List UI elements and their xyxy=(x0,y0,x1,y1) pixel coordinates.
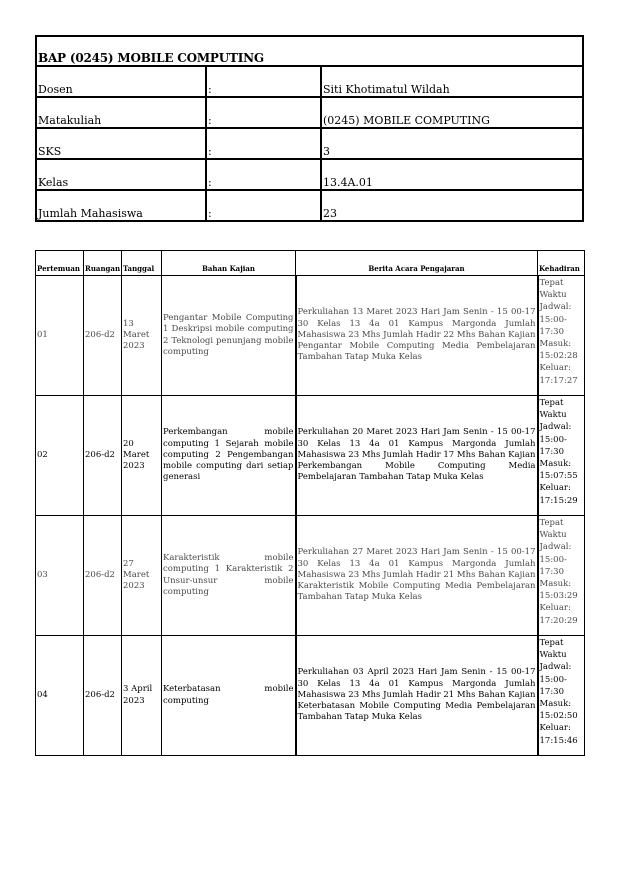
pertemuan-cell: 04 xyxy=(36,636,84,756)
kehadiran-line: Masuk: xyxy=(539,699,572,710)
berita-acara-cell: Perkuliahan 20 Maret 2023 Hari Jam Senin - 15 00-17 30 Kelas 13 4a 01 Kampus Margonda Jumlah Mahasiswa 23 Mhs Jumlah Hadir 17 Mhs Bahan Kajian Perkembangan Mobile Computing Media Pembelajaran Tambahan Tatap Muka Kelas xyxy=(296,396,538,516)
info-value: (0245) MOBILE COMPUTING xyxy=(321,97,583,128)
tanggal-line: 2023 xyxy=(123,581,145,592)
info-row-kelas xyxy=(36,159,583,190)
kehadiran-line: Tepat xyxy=(539,518,564,528)
bahan-kajian-cell: Perkembangan mobile computing 1 Sejarah mobile computing 2 Pengembangan mobile computing dari setiap generasi xyxy=(162,396,296,516)
kehadiran-line: 15:00- xyxy=(539,554,567,565)
tanggal-line: 13 xyxy=(123,318,134,329)
kehadiran-cell xyxy=(538,636,585,756)
kehadiran-line: Jadwal: xyxy=(539,542,572,553)
kehadiran-line: Jadwal: xyxy=(539,422,572,433)
info-separator: : xyxy=(206,159,321,190)
kehadiran-line: Keluar: xyxy=(539,363,571,374)
col-header-kehadiran: Kehadiran xyxy=(538,251,585,276)
info-row-sks xyxy=(36,128,583,159)
info-separator: : xyxy=(206,190,321,221)
tanggal-line: Maret xyxy=(123,449,150,460)
kehadiran-line: 15:00- xyxy=(539,434,567,445)
info-row-matakuliah xyxy=(36,97,583,128)
kehadiran-line: Keluar: xyxy=(539,603,571,614)
kehadiran-line: Masuk: xyxy=(539,579,572,590)
tanggal-cell xyxy=(122,396,162,516)
kehadiran-line: Waktu xyxy=(539,290,567,301)
bahan-kajian-cell: Karakteristik mobile computing 1 Karakteristik 2 Unsur-unsur mobile computing xyxy=(162,516,296,636)
kehadiran-line: Waktu xyxy=(539,650,567,661)
kehadiran-line: 17:15:29 xyxy=(539,495,578,506)
info-row-dosen xyxy=(36,66,583,97)
kehadiran-line: 15:00- xyxy=(539,314,567,325)
kehadiran-line: Masuk: xyxy=(539,339,572,350)
bahan-kajian-cell: Pengantar Mobile Computing 1 Deskripsi mobile computing 2 Teknologi penunjang mobile computing xyxy=(162,276,296,396)
info-label: Matakuliah xyxy=(36,97,206,128)
pertemuan-cell: 02 xyxy=(36,396,84,516)
berita-acara-cell: Perkuliahan 13 Maret 2023 Hari Jam Senin - 15 00-17 30 Kelas 13 4a 01 Kampus Margonda Jumlah Mahasiswa 23 Mhs Jumlah Hadir 22 Mhs Bahan Kajian Pengantar Mobile Computing Media Pembelajaran Tambahan Tatap Muka Kelas xyxy=(296,276,538,396)
course-title-row xyxy=(36,36,583,66)
sessions-header-row xyxy=(36,251,585,276)
kehadiran-line: Tepat xyxy=(539,398,564,408)
info-separator: : xyxy=(206,128,321,159)
kehadiran-line: Waktu xyxy=(539,530,567,541)
kehadiran-line: Waktu xyxy=(539,410,567,421)
info-value: 23 xyxy=(321,190,583,221)
info-label: SKS xyxy=(36,128,206,159)
kehadiran-line: Keluar: xyxy=(539,723,571,734)
tanggal-line: 20 xyxy=(123,438,134,449)
table-row xyxy=(36,516,585,636)
info-label: Dosen xyxy=(36,66,206,97)
tanggal-cell xyxy=(122,636,162,756)
kehadiran-line: 15:03:29 xyxy=(539,591,578,602)
col-header-pertemuan: Pertemuan xyxy=(36,251,84,276)
ruangan-cell: 206-d2 xyxy=(84,276,122,396)
kehadiran-line: 17:15:46 xyxy=(539,735,578,746)
ruangan-cell: 206-d2 xyxy=(84,516,122,636)
kehadiran-line: 15:02:50 xyxy=(539,711,578,722)
bahan-kajian-cell: Keterbatasan mobile computing xyxy=(162,636,296,756)
kehadiran-line: 17:20:29 xyxy=(539,615,578,626)
tanggal-line: 3 April xyxy=(123,684,153,695)
tanggal-line: 2023 xyxy=(123,695,145,706)
ruangan-cell: 206-d2 xyxy=(84,636,122,756)
kehadiran-line: 15:07:55 xyxy=(539,471,578,482)
kehadiran-line: Jadwal: xyxy=(539,302,572,313)
kehadiran-cell xyxy=(538,396,585,516)
info-separator: : xyxy=(206,97,321,128)
tanggal-cell xyxy=(122,276,162,396)
info-row-jumlah-mahasiswa xyxy=(36,190,583,221)
pertemuan-cell: 01 xyxy=(36,276,84,396)
sessions-table xyxy=(35,250,585,756)
info-value: Siti Khotimatul Wildah xyxy=(321,66,583,97)
table-row xyxy=(36,636,585,756)
kehadiran-line: 17:17:27 xyxy=(539,375,578,386)
kehadiran-line: 17:30 xyxy=(539,446,564,457)
tanggal-line: Maret xyxy=(123,329,150,340)
tanggal-line: 27 xyxy=(123,558,134,569)
tanggal-line: 2023 xyxy=(123,341,145,352)
kehadiran-line: 17:30 xyxy=(539,326,564,337)
info-separator: : xyxy=(206,66,321,97)
table-row xyxy=(36,276,585,396)
kehadiran-line: 15:02:28 xyxy=(539,351,578,362)
tanggal-line: Maret xyxy=(123,569,150,580)
col-header-tanggal: Tanggal xyxy=(122,251,162,276)
kehadiran-line: 17:30 xyxy=(539,686,564,697)
kehadiran-line: Masuk: xyxy=(539,459,572,470)
ruangan-cell: 206-d2 xyxy=(84,396,122,516)
kehadiran-line: Jadwal: xyxy=(539,662,572,673)
berita-acara-cell: Perkuliahan 03 April 2023 Hari Jam Senin - 15 00-17 30 Kelas 13 4a 01 Kampus Margonda Jumlah Mahasiswa 23 Mhs Jumlah Hadir 21 Mhs Bahan Kajian Keterbatasan Mobile Computing Media Pembelajaran Tambahan Tatap Muka Kelas xyxy=(296,636,538,756)
kehadiran-line: Keluar: xyxy=(539,483,571,494)
tanggal-cell xyxy=(122,516,162,636)
kehadiran-line: Tepat xyxy=(539,638,564,648)
info-label: Jumlah Mahasiswa xyxy=(36,190,206,221)
kehadiran-line: 15:00- xyxy=(539,674,567,685)
table-row xyxy=(36,396,585,516)
col-header-ruangan: Ruangan xyxy=(84,251,122,276)
col-header-bahan-kajian: Bahan Kajian xyxy=(162,251,296,276)
kehadiran-cell xyxy=(538,516,585,636)
berita-acara-cell: Perkuliahan 27 Maret 2023 Hari Jam Senin - 15 00-17 30 Kelas 13 4a 01 Kampus Margonda Jumlah Mahasiswa 23 Mhs Jumlah Hadir 21 Mhs Bahan Kajian Karakteristik Mobile Computing Media Pembelajaran Tambahan Tatap Muka Kelas xyxy=(296,516,538,636)
pertemuan-cell: 03 xyxy=(36,516,84,636)
kehadiran-cell xyxy=(538,276,585,396)
course-info-table xyxy=(35,35,584,222)
kehadiran-line: 17:30 xyxy=(539,566,564,577)
course-title xyxy=(36,36,583,66)
course-title-text: BAP (0245) MOBILE COMPUTING xyxy=(38,51,264,65)
tanggal-line: 2023 xyxy=(123,461,145,472)
info-value: 13.4A.01 xyxy=(321,159,583,190)
col-header-berita-acara: Berita Acara Pengajaran xyxy=(296,251,538,276)
kehadiran-line: Tepat xyxy=(539,278,564,288)
info-label: Kelas xyxy=(36,159,206,190)
info-value: 3 xyxy=(321,128,583,159)
